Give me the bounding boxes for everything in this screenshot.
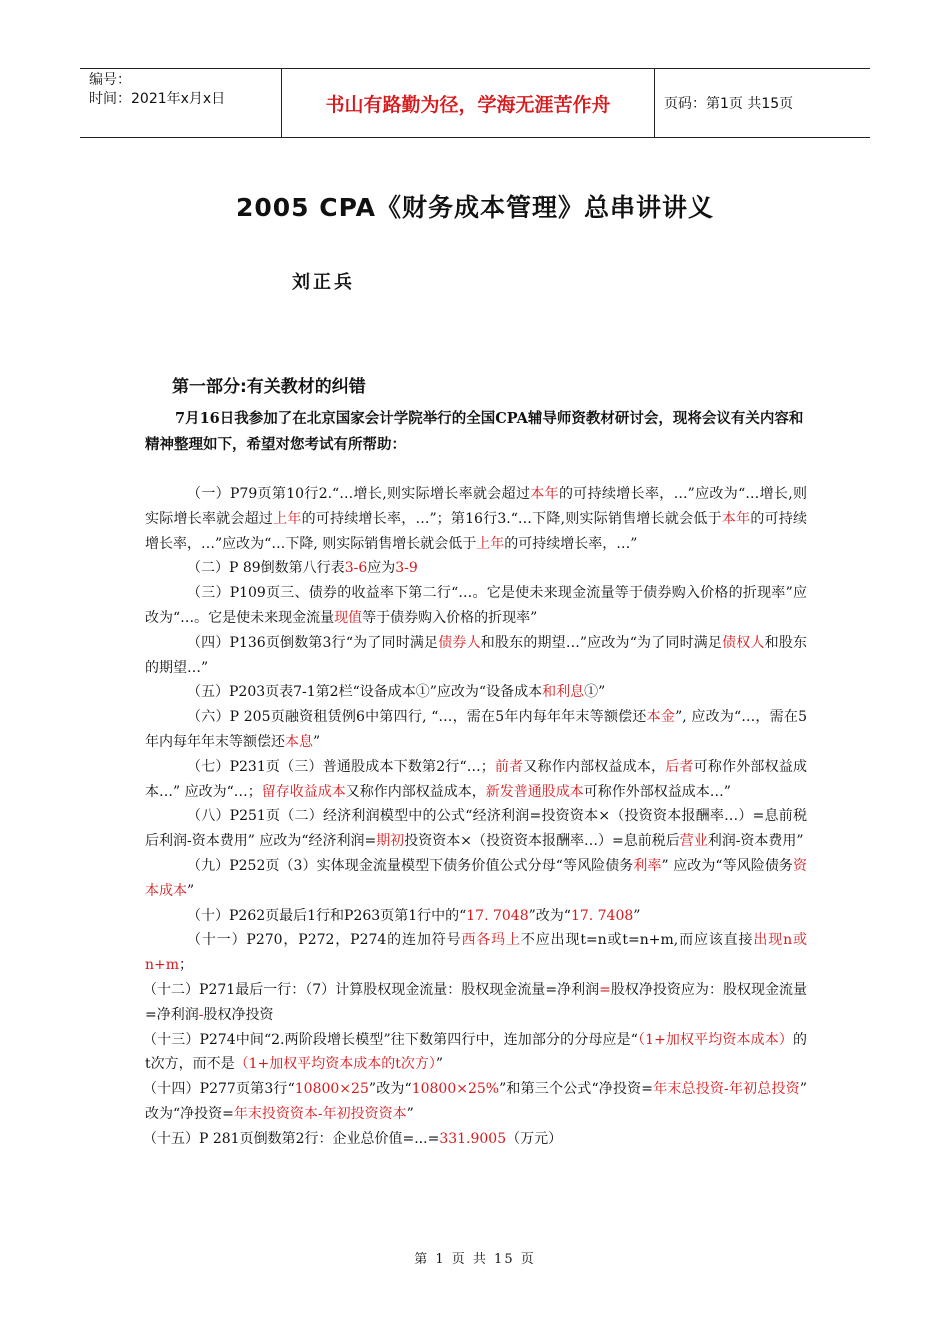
correction-highlight: 本息: [285, 733, 313, 750]
correction-item: [145, 556, 807, 581]
correction-text: 的可持续增长率，…”应改为“…增长,则实际增长率就会超过: [145, 486, 808, 527]
correction-text: ”: [633, 907, 641, 924]
correction-highlight: 西各玛上: [461, 932, 521, 949]
correction-text: 的可持续增长率，…”；第16行3.“…下降,则实际销售增长就会低于: [301, 510, 722, 527]
section-title: 第一部分:有关教材的纠错: [172, 377, 366, 397]
number-label: 编号：: [89, 72, 131, 88]
correction-highlight: 现值: [334, 609, 363, 626]
correction-highlight: 后者: [665, 758, 694, 775]
correction-highlight: 上年: [476, 535, 505, 552]
correction-text: 和股东的期望…”: [145, 634, 808, 676]
correction-highlight: 年末投资资本-年初投资资本: [233, 1105, 407, 1122]
correction-highlight: （1+加权平均资本成本）: [637, 1031, 793, 1048]
correction-highlight: 新发普通股成本: [485, 783, 584, 800]
correction-text: 和股东的期望…”应改为“为了同时满足: [480, 634, 723, 651]
page-label: 页码：第1页 共15页: [664, 96, 794, 112]
correction-highlight: 利率: [633, 857, 662, 874]
correction-text: 投资资本×（投资资本报酬率…）=息前税后: [404, 833, 680, 850]
correction-text: （十二）P271最后一行：（7）计算股权现金流量：股权现金流量=净利润: [143, 981, 600, 998]
correction-highlight: =: [599, 981, 611, 998]
correction-text: ”: [313, 733, 321, 750]
correction-text: ”, 应改为“…，需在5年内每年年末等额偿还: [145, 709, 808, 750]
correction-text: 的t次方，而不是: [145, 1031, 807, 1073]
doc-author: 刘正兵: [292, 272, 355, 293]
correction-text: 应为: [367, 560, 396, 577]
header-table: [80, 68, 870, 138]
correction-text: ”改为“: [368, 1081, 412, 1098]
correction-text: 又称作内部权益成本，: [523, 758, 666, 775]
time-label: 时间：2021年x月x日: [89, 91, 226, 107]
correction-text: （十五）P 281页倒数第2行：企业总价值=...=: [143, 1130, 440, 1147]
correction-text: （一）P79页第10行2.“…增长,则实际增长率就会超过: [187, 486, 531, 502]
correction-text: （十四）P277页第3行“: [143, 1081, 295, 1098]
correction-text: （五）P203页表7-1第2栏“设备成本①”应改为“设备成本: [187, 684, 543, 701]
correction-item: [145, 680, 807, 705]
correction-highlight: 债权人: [722, 634, 765, 651]
correction-highlight: 331.9005: [439, 1130, 507, 1147]
correction-highlight: （1+加权平均资本成本的t次方）: [234, 1056, 436, 1073]
correction-text: ” 应改为“等风险债务: [661, 857, 793, 874]
correction-highlight: 10800×25: [294, 1081, 369, 1098]
correction-text: ”: [187, 882, 195, 899]
correction-text: （十）P262页最后1行和P263页第1行中的“: [187, 907, 467, 924]
correction-item: [145, 705, 807, 755]
correction-text: 股权净投资应为：股权现金流量=净利润: [145, 981, 808, 1023]
correction-text: （十一）P270，P272，P274的连加符号: [187, 932, 462, 949]
correction-text: （四）P136页倒数第3行“为了同时满足: [187, 634, 439, 651]
correction-text: ①”: [584, 684, 606, 701]
correction-item: [145, 1127, 807, 1152]
correction-item: [145, 755, 807, 805]
correction-text: 的可持续增长率，…”应改为“…下降, 则实际销售增长就会低于: [145, 510, 808, 552]
correction-text: 又称作内部权益成本，: [345, 783, 486, 800]
correction-highlight: 资本成本: [145, 857, 807, 899]
correction-item: [145, 854, 807, 904]
correction-text: （六）P 205页融资租赁例6中第四行, “…，需在5年内每年年末等额偿还: [187, 709, 647, 726]
correction-highlight: 留存收益成本: [261, 783, 346, 800]
page-footer: 第 1 页 共 15 页: [414, 1252, 536, 1267]
correction-item: [145, 804, 807, 854]
correction-text: （万元）: [506, 1130, 563, 1147]
correction-item: [145, 928, 807, 978]
correction-highlight: 出现n或n+m: [145, 932, 807, 974]
correction-highlight: 期初: [376, 833, 405, 850]
correction-highlight: 年末总投资-年初总投资: [653, 1081, 800, 1098]
correction-item: [145, 581, 807, 631]
correction-text: （八）P251页（二）经济利润模型中的公式“经济利润=投资资本×（投资资本报酬率…）=息前税后利润-资本费用” 应改为“经济利润=: [145, 808, 807, 850]
correction-highlight: 17. 7408: [570, 907, 634, 924]
correction-highlight: 债券人: [438, 634, 481, 651]
correction-text: 可称作外部权益成本…”: [583, 783, 731, 800]
correction-item: [145, 904, 807, 929]
correction-item: [145, 978, 807, 1028]
correction-text: （十三）P274中间“2.两阶段增长模型”往下数第四行中，连加部分的分母应是“: [143, 1031, 638, 1048]
correction-highlight: 3-9: [395, 560, 418, 577]
correction-item: [145, 1077, 807, 1127]
correction-text: （二）P 89倒数第八行表: [187, 560, 345, 577]
correction-highlight: 本年: [530, 486, 559, 502]
correction-text: ；: [179, 957, 194, 974]
correction-list: [145, 482, 807, 1152]
correction-highlight: 3-6: [344, 560, 368, 577]
correction-highlight: 前者: [494, 758, 524, 775]
correction-highlight: 上年: [273, 510, 302, 527]
correction-text: 可称作外部权益成本…” 应改为“…；: [145, 758, 808, 800]
correction-highlight: 和利息: [542, 684, 585, 701]
motto: 书山有路勤为径，学海无涯苦作舟: [282, 69, 655, 137]
correction-item: [145, 482, 807, 556]
doc-title: 2005 CPA《财务成本管理》总串讲讲义: [235, 193, 714, 222]
correction-text: ”: [406, 1105, 414, 1122]
intro-paragraph: 7月16日我参加了在北京国家会计学院举行的全国CPA辅导师资教材研讨会，现将会议有关内容和精神整理如下，希望对您考试有所帮助：: [145, 410, 804, 453]
correction-text: （九）P252页（3）实体现金流量模型下债务价值公式分母“等风险债务: [187, 857, 634, 874]
correction-text: （三）P109页三、债券的收益率下第二行“…。它是使未来现金流量等于债券购入价格的折现率”应改为“…。它是使未来现金流量: [145, 585, 807, 626]
correction-highlight: 本年: [721, 510, 751, 527]
correction-highlight: 营业: [679, 833, 708, 850]
correction-text: ”改为“: [528, 907, 571, 924]
correction-highlight: 17. 7048: [466, 907, 529, 924]
correction-highlight: 10800×25%: [411, 1081, 500, 1098]
correction-item: [145, 1028, 807, 1078]
correction-highlight: -: [198, 1006, 204, 1023]
correction-text: ”和第三个公式“净投资=: [499, 1081, 654, 1098]
correction-text: （七）P231页（三）普通股成本下数第2行“…；: [187, 758, 495, 775]
correction-highlight: 本金: [646, 709, 676, 726]
header-meta-cell: [80, 69, 282, 137]
correction-text: ”: [435, 1056, 444, 1073]
correction-text: ” 改为“净投资=: [145, 1081, 807, 1122]
correction-text: 等于债券购入价格的折现率”: [362, 609, 538, 626]
correction-text: 股权净投资: [203, 1006, 274, 1023]
correction-item: [145, 631, 807, 681]
correction-text: 不应出现t=n或t=n+m,而应该直接: [520, 932, 754, 949]
correction-text: 的可持续增长率，…”: [504, 535, 638, 552]
correction-text: 利润-资本费用”: [707, 833, 804, 850]
